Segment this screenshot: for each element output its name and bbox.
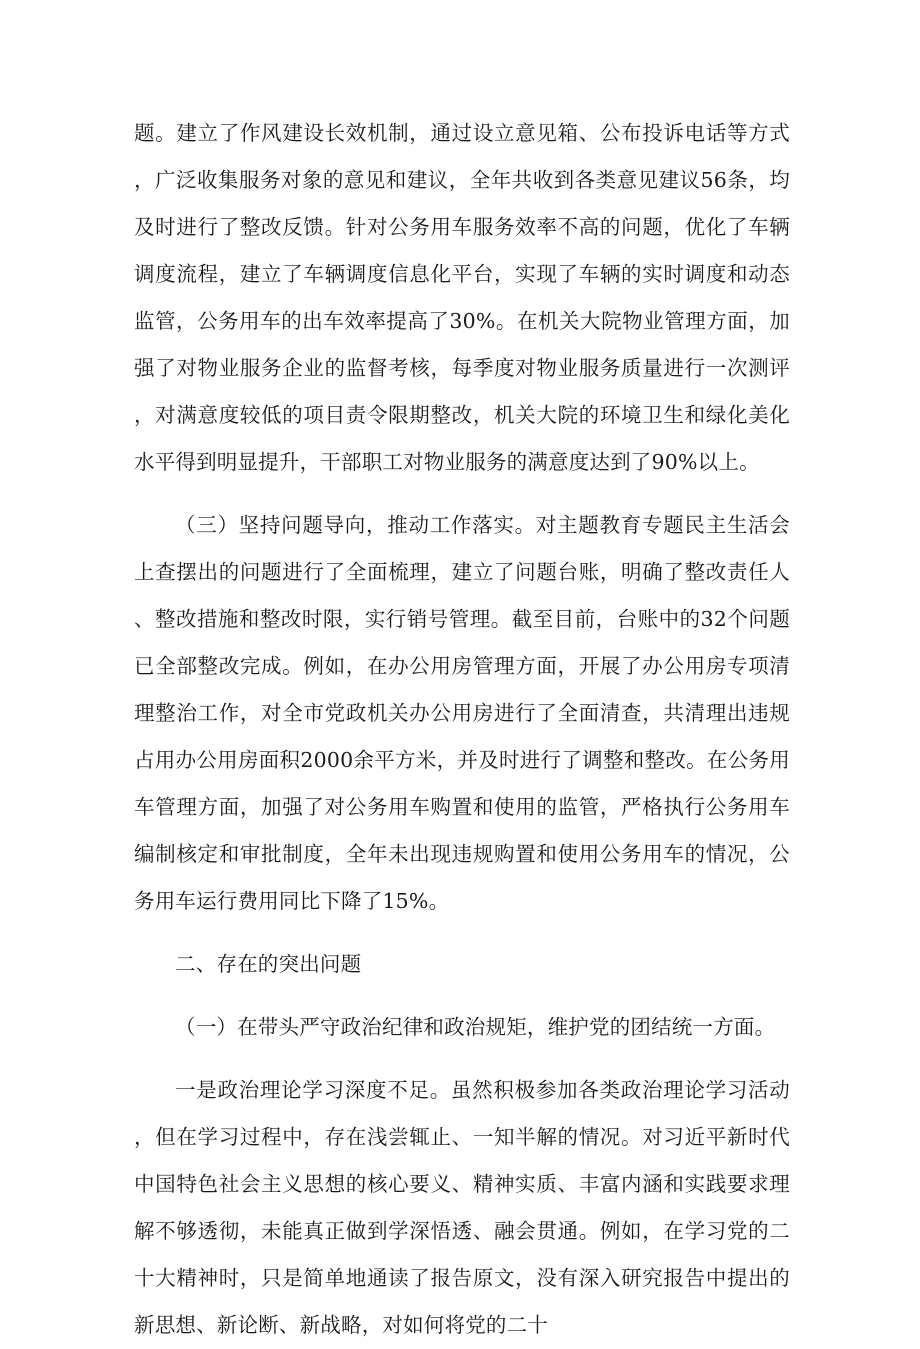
paragraph-continuation: 题。建立了作风建设长效机制，通过设立意见箱、公布投诉电话等方式，广泛收集服务对象的意见和建议，全年共收到各类意见建议56条，均及时进行了整改反馈。针对公务用车服务效率不高的问题，优化了车辆调度流程，建立了车辆调度信息化平台，实现了车辆的实时调度和动态监管，公务用车的出车效率提高了30%。在机关大院物业管理方面，加强了对物业服务企业的监督考核，每季度对物业服务质量进行一次测评，对满意度较低的项目责令限期整改，机关大院的环境卫生和绿化美化水平得到明显提升，干部职工对物业服务的满意度达到了90%以上。 [134, 121, 790, 474]
section-heading-problems: 二、存在的突出问题 [175, 952, 362, 976]
document-body [134, 110, 790, 1349]
paragraph-section-three: （三）坚持问题导向，推动工作落实。对主题教育专题民主生活会上查摆出的问题进行了全面梳理，建立了问题台账，明确了整改责任人、整改措施和整改时限，实行销号管理。截至目前，台账中的32个问题已全部整改完成。例如，在办公用房管理方面，开展了办公用房专项清理整治工作，对全市党政机关办公用房进行了全面清查，共清理出违规占用办公用房面积2000余平方米，并及时进行了调整和整改。在公务用车管理方面，加强了对公务用车购置和使用的监管，严格执行公务用车编制核定和审批制度，全年未出现违规购置和使用公务用车的情况，公务用车运行费用同比下降了15%。 [134, 513, 790, 913]
subsection-heading-one: （一）在带头严守政治纪律和政治规矩，维护党的团结统一方面。 [175, 1015, 776, 1039]
paragraph-point-one: 一是政治理论学习深度不足。虽然积极参加各类政治理论学习活动，但在学习过程中，存在浅尝辄止、一知半解的情况。对习近平新时代中国特色社会主义思想的核心要义、精神实质、丰富内涵和实践要求理解不够透彻，未能真正做到学深悟透、融会贯通。例如，在学习党的二十大精神时，只是简单地通读了报告原文，没有深入研究报告中提出的新思想、新论断、新战略，对如何将党的二十 [134, 1078, 790, 1337]
